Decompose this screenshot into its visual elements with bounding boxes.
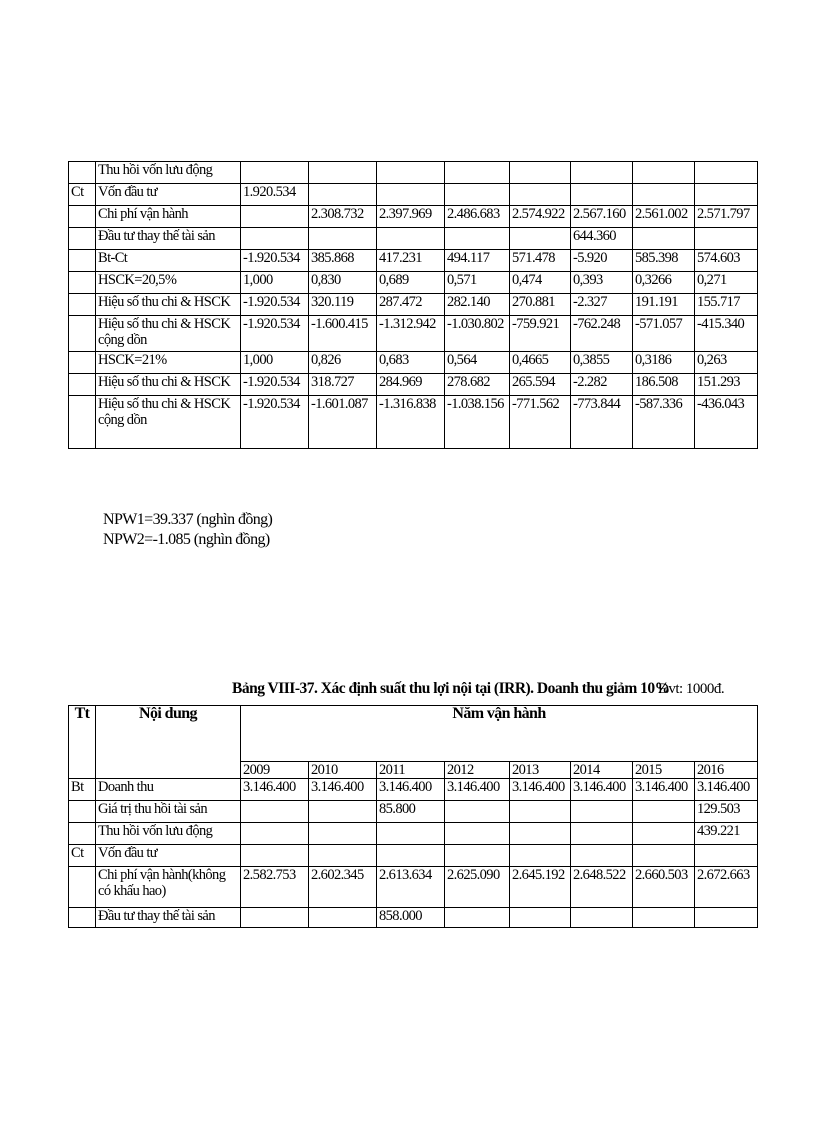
row-cell: 3.146.400: [695, 779, 758, 801]
irr-table-2: [68, 705, 758, 928]
row-cell: 1,000: [241, 352, 309, 374]
row-cell: -1.920.534: [241, 250, 309, 272]
row-label: Bt-Ct: [96, 250, 241, 272]
row-cell: 3.146.400: [309, 779, 377, 801]
row-label: Đầu tư thay thế tài sản: [96, 908, 241, 928]
row-cell: [241, 823, 309, 845]
row-cell: [309, 801, 377, 823]
row-cell: [377, 228, 445, 250]
row-group: Ct: [69, 184, 96, 206]
row-cell: [241, 908, 309, 928]
row-cell: [633, 845, 695, 867]
row-cell: [445, 801, 510, 823]
row-cell: 858.000: [377, 908, 445, 928]
row-cell: -1.920.534: [241, 316, 309, 352]
table-row: [69, 228, 758, 250]
row-group: [69, 206, 96, 228]
row-group: [69, 272, 96, 294]
year-cell: 2009: [241, 762, 309, 779]
row-cell: 585.398: [633, 250, 695, 272]
row-cell: -1.312.942: [377, 316, 445, 352]
row-group: [69, 867, 96, 908]
row-cell: 284.969: [377, 374, 445, 396]
table-row: [69, 352, 758, 374]
row-cell: 3.146.400: [571, 779, 633, 801]
row-group: [69, 823, 96, 845]
row-label: HSCK=20,5%: [96, 272, 241, 294]
row-cell: [633, 162, 695, 184]
row-cell: [571, 908, 633, 928]
row-cell: 318.727: [309, 374, 377, 396]
row-cell: 417.231: [377, 250, 445, 272]
row-group: [69, 316, 96, 352]
table-row: [69, 396, 758, 449]
row-cell: [695, 908, 758, 928]
row-cell: -1.038.156: [445, 396, 510, 449]
row-group: [69, 801, 96, 823]
table-row: [69, 823, 758, 845]
row-cell: 129.503: [695, 801, 758, 823]
row-label: Giá trị thu hồi tài sản: [96, 801, 241, 823]
row-label: Hiệu số thu chi & HSCK: [96, 374, 241, 396]
row-label: Hiệu số thu chi & HSCK: [96, 294, 241, 316]
row-cell: [445, 845, 510, 867]
row-label: HSCK=21%: [96, 352, 241, 374]
row-cell: -1.600.415: [309, 316, 377, 352]
row-cell: [377, 845, 445, 867]
row-cell: [571, 823, 633, 845]
row-cell: [445, 908, 510, 928]
row-cell: [510, 162, 571, 184]
table-row: [69, 272, 758, 294]
row-cell: -771.562: [510, 396, 571, 449]
year-cell: 2010: [309, 762, 377, 779]
table-row: [69, 845, 758, 867]
row-cell: [571, 801, 633, 823]
table-2-header-row: [69, 706, 758, 762]
row-cell: [445, 228, 510, 250]
year-cell: 2015: [633, 762, 695, 779]
row-cell: 2.561.002: [633, 206, 695, 228]
row-cell: 278.682: [445, 374, 510, 396]
row-cell: -762.248: [571, 316, 633, 352]
row-cell: 0,3266: [633, 272, 695, 294]
row-cell: [309, 228, 377, 250]
row-cell: 2.582.753: [241, 867, 309, 908]
row-cell: -1.920.534: [241, 294, 309, 316]
year-cell: 2012: [445, 762, 510, 779]
row-cell: 0,3186: [633, 352, 695, 374]
row-cell: 155.717: [695, 294, 758, 316]
row-group: [69, 294, 96, 316]
row-cell: 151.293: [695, 374, 758, 396]
row-label: Thu hồi vốn lưu động: [96, 823, 241, 845]
row-cell: [510, 845, 571, 867]
row-cell: 1.920.534: [241, 184, 309, 206]
table-row: [69, 867, 758, 908]
header-tt: Tt: [69, 706, 96, 779]
row-cell: 0,830: [309, 272, 377, 294]
row-cell: [510, 228, 571, 250]
row-cell: 265.594: [510, 374, 571, 396]
row-cell: 0,474: [510, 272, 571, 294]
row-cell: [510, 801, 571, 823]
row-cell: 0,263: [695, 352, 758, 374]
cashflow-table-1: [68, 161, 758, 449]
row-cell: -1.601.087: [309, 396, 377, 449]
table-2-unit: Đvt: 1000đ.: [658, 681, 725, 697]
row-cell: [377, 823, 445, 845]
row-cell: [633, 908, 695, 928]
row-cell: [510, 184, 571, 206]
row-group: [69, 908, 96, 928]
row-cell: [633, 228, 695, 250]
row-label: Thu hồi vốn lưu động: [96, 162, 241, 184]
row-cell: 0,826: [309, 352, 377, 374]
year-cell: 2014: [571, 762, 633, 779]
table-row: [69, 206, 758, 228]
row-cell: 0,4665: [510, 352, 571, 374]
table-row: [69, 250, 758, 272]
cashflow-table-1-body: [69, 162, 758, 449]
row-group: Bt: [69, 779, 96, 801]
row-label: Đầu tư thay thế tài sản: [96, 228, 241, 250]
table-row: [69, 316, 758, 352]
row-cell: 270.881: [510, 294, 571, 316]
table-row: [69, 162, 758, 184]
header-years: Năm vận hành: [241, 706, 758, 762]
row-cell: 2.648.522: [571, 867, 633, 908]
row-cell: 287.472: [377, 294, 445, 316]
row-cell: 494.117: [445, 250, 510, 272]
row-cell: -1.030.802: [445, 316, 510, 352]
row-cell: 2.308.732: [309, 206, 377, 228]
row-cell: -5.920: [571, 250, 633, 272]
row-cell: 2.645.192: [510, 867, 571, 908]
row-cell: 3.146.400: [241, 779, 309, 801]
row-cell: [695, 184, 758, 206]
year-cell: 2016: [695, 762, 758, 779]
row-cell: [633, 801, 695, 823]
row-cell: [309, 184, 377, 206]
row-cell: 0,571: [445, 272, 510, 294]
row-cell: 2.672.663: [695, 867, 758, 908]
row-cell: 1,000: [241, 272, 309, 294]
row-cell: [510, 823, 571, 845]
row-group: [69, 374, 96, 396]
row-cell: [633, 184, 695, 206]
row-cell: 0,564: [445, 352, 510, 374]
row-cell: 2.660.503: [633, 867, 695, 908]
table-row: [69, 294, 758, 316]
row-cell: [445, 162, 510, 184]
row-cell: [241, 845, 309, 867]
row-label: Chi phí vận hành: [96, 206, 241, 228]
row-label: Chi phí vận hành(không có khấu hao): [96, 867, 241, 908]
row-cell: -436.043: [695, 396, 758, 449]
row-cell: [241, 801, 309, 823]
year-cell: 2013: [510, 762, 571, 779]
row-cell: [695, 228, 758, 250]
row-cell: 3.146.400: [510, 779, 571, 801]
table-row: [69, 374, 758, 396]
row-label: Vốn đầu tư: [96, 845, 241, 867]
row-cell: 574.603: [695, 250, 758, 272]
row-cell: [571, 162, 633, 184]
row-cell: -2.282: [571, 374, 633, 396]
row-cell: [571, 845, 633, 867]
row-cell: [309, 823, 377, 845]
row-cell: -571.057: [633, 316, 695, 352]
row-cell: [377, 162, 445, 184]
row-cell: 385.868: [309, 250, 377, 272]
row-cell: 191.191: [633, 294, 695, 316]
table-row: [69, 184, 758, 206]
row-label: Vốn đầu tư: [96, 184, 241, 206]
row-group: [69, 250, 96, 272]
row-cell: -587.336: [633, 396, 695, 449]
row-cell: 0,683: [377, 352, 445, 374]
row-cell: [309, 908, 377, 928]
row-cell: -759.921: [510, 316, 571, 352]
row-cell: 3.146.400: [633, 779, 695, 801]
row-cell: 2.571.797: [695, 206, 758, 228]
row-cell: -2.327: [571, 294, 633, 316]
row-cell: 2.574.922: [510, 206, 571, 228]
row-cell: 2.613.634: [377, 867, 445, 908]
row-cell: 571.478: [510, 250, 571, 272]
row-cell: [241, 162, 309, 184]
row-cell: [571, 184, 633, 206]
row-cell: [377, 184, 445, 206]
row-cell: [309, 845, 377, 867]
row-cell: 282.140: [445, 294, 510, 316]
row-cell: [633, 823, 695, 845]
row-cell: -1.316.838: [377, 396, 445, 449]
row-cell: 2.602.345: [309, 867, 377, 908]
row-cell: 644.360: [571, 228, 633, 250]
table-row: [69, 779, 758, 801]
row-cell: 3.146.400: [377, 779, 445, 801]
row-cell: 2.397.969: [377, 206, 445, 228]
row-cell: [241, 206, 309, 228]
row-group: [69, 162, 96, 184]
row-cell: -773.844: [571, 396, 633, 449]
row-cell: [241, 228, 309, 250]
row-cell: [309, 162, 377, 184]
row-cell: [695, 162, 758, 184]
row-cell: 2.486.683: [445, 206, 510, 228]
row-cell: 0,689: [377, 272, 445, 294]
table-2-title: Bảng VIII-37. Xác định suất thu lợi nội tại (IRR). Doanh thu giảm 10%: [232, 680, 670, 697]
row-cell: 0,271: [695, 272, 758, 294]
row-cell: 186.508: [633, 374, 695, 396]
year-cell: 2011: [377, 762, 445, 779]
row-label: Doanh thu: [96, 779, 241, 801]
row-cell: [445, 184, 510, 206]
row-cell: -415.340: [695, 316, 758, 352]
npw1-text: NPW1=39.337 (nghìn đồng): [103, 511, 273, 528]
row-cell: 0,3855: [571, 352, 633, 374]
row-group: [69, 352, 96, 374]
row-cell: 320.119: [309, 294, 377, 316]
npw2-text: NPW2=-1.085 (nghìn đồng): [103, 531, 270, 548]
row-cell: 85.800: [377, 801, 445, 823]
row-cell: 0,393: [571, 272, 633, 294]
row-label: Hiệu số thu chi & HSCK cộng dồn: [96, 316, 241, 352]
row-cell: 2.567.160: [571, 206, 633, 228]
row-cell: -1.920.534: [241, 374, 309, 396]
row-cell: 439.221: [695, 823, 758, 845]
row-label: Hiệu số thu chi & HSCK cộng dồn: [96, 396, 241, 449]
row-group: Ct: [69, 845, 96, 867]
row-cell: 3.146.400: [445, 779, 510, 801]
irr-table-2-body: [69, 779, 758, 928]
row-group: [69, 396, 96, 449]
row-cell: [510, 908, 571, 928]
table-row: [69, 801, 758, 823]
row-cell: -1.920.534: [241, 396, 309, 449]
row-group: [69, 228, 96, 250]
row-cell: [445, 823, 510, 845]
row-cell: [695, 845, 758, 867]
header-content: Nội dung: [96, 706, 241, 779]
row-cell: 2.625.090: [445, 867, 510, 908]
table-row: [69, 908, 758, 928]
